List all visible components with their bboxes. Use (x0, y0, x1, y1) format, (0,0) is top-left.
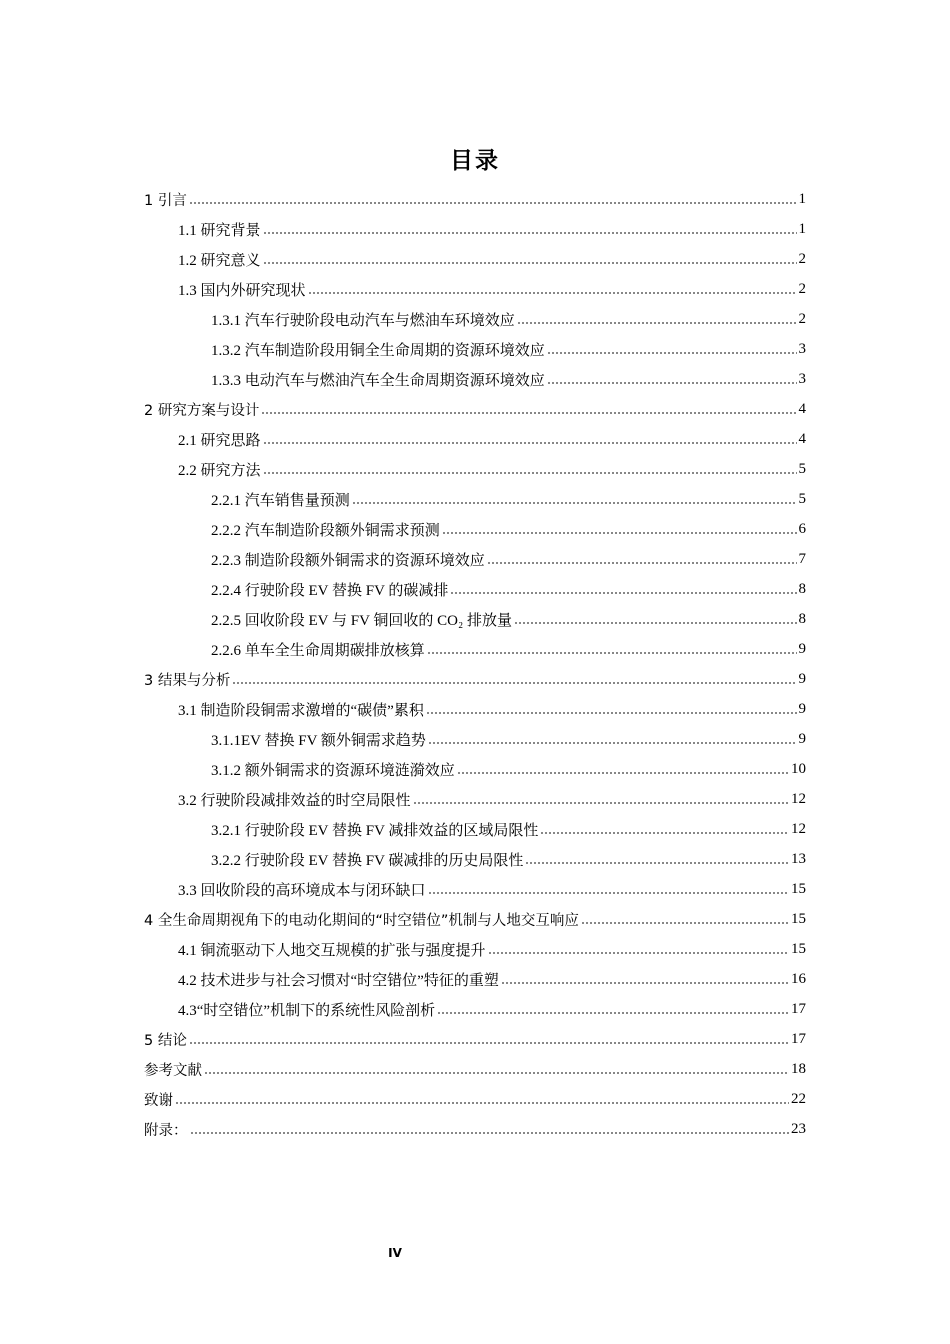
toc-entry[interactable] (144, 184, 806, 214)
toc-entry-page: 3 (798, 370, 806, 387)
dot-leader (189, 202, 797, 204)
toc-entry[interactable] (211, 544, 806, 574)
toc-entry-page: 12 (791, 790, 806, 807)
toc-entry-text: 参考文献 (144, 1062, 202, 1079)
toc-entry-page: 2 (798, 280, 806, 297)
toc-entry[interactable] (178, 934, 806, 964)
toc-entry-page: 1 (798, 190, 806, 207)
dot-leader (190, 1132, 790, 1134)
toc-entry[interactable] (178, 454, 806, 484)
toc-entry[interactable] (211, 304, 806, 334)
dot-leader (547, 382, 797, 384)
toc-entry-text: 1.1 研究背景 (178, 222, 261, 239)
toc-entry-page: 5 (798, 490, 806, 507)
toc-entry-page: 18 (791, 1060, 806, 1077)
toc-entry-text: 1.2 研究意义 (178, 252, 261, 269)
toc-entry-page: 10 (791, 760, 806, 777)
toc-entry-text: 1.3.1 汽车行驶阶段电动汽车与燃油车环境效应 (211, 312, 515, 329)
toc-entry[interactable] (211, 514, 806, 544)
toc-entry-page: 9 (798, 640, 806, 657)
toc-entry[interactable] (178, 964, 806, 994)
toc-entry-text: 4.3“时空错位”机制下的系统性风险剖析 (178, 1002, 436, 1019)
toc-entry[interactable] (178, 994, 806, 1024)
toc-entry[interactable] (211, 574, 806, 604)
toc-entry[interactable] (211, 844, 806, 874)
toc-entry-text: 1 引言 (144, 192, 187, 209)
dot-leader (501, 982, 789, 984)
dot-leader (442, 532, 797, 534)
toc-entry-page: 6 (798, 520, 806, 537)
toc-entry-text: 2.2.4 行驶阶段 EV 替换 FV 的碳减排 (211, 582, 449, 599)
toc-entry-text: 1.3 国内外研究现状 (178, 282, 306, 299)
dot-leader (263, 262, 797, 264)
toc-entry-text: 4.2 技术进步与社会习惯对“时空错位”特征的重塑 (178, 972, 499, 989)
toc-entry-page: 2 (798, 310, 806, 327)
toc-entry[interactable] (211, 754, 806, 784)
toc-entry-page: 9 (798, 670, 806, 687)
toc-entry-text: 2.2.1 汽车销售量预测 (211, 492, 350, 509)
dot-leader (540, 832, 789, 834)
toc-entry-text: 3.1.2 额外铜需求的资源环境涟漪效应 (211, 762, 455, 779)
toc-entry[interactable] (178, 694, 806, 724)
toc-entry[interactable] (144, 664, 806, 694)
toc-entry-page: 15 (791, 880, 806, 897)
toc-entry[interactable] (178, 274, 806, 304)
dot-leader (517, 322, 797, 324)
toc-entry-text: 2 研究方案与设计 (144, 402, 260, 419)
dot-leader (450, 592, 796, 594)
dot-leader (261, 412, 796, 414)
toc-entry-page: 2 (798, 250, 806, 267)
toc-entry-page: 8 (798, 580, 806, 597)
toc-entry-text: 3.3 回收阶段的高环境成本与闭环缺口 (178, 882, 426, 899)
dot-leader (232, 682, 796, 684)
toc-entry-page: 7 (798, 550, 806, 567)
toc-entry-page: 22 (791, 1090, 806, 1107)
toc-entry-page: 9 (798, 700, 806, 717)
toc-entry-page: 5 (798, 460, 806, 477)
toc-entry-text: 1.3.2 汽车制造阶段用铜全生命周期的资源环境效应 (211, 342, 545, 359)
toc-entry[interactable] (178, 784, 806, 814)
dot-leader (428, 892, 789, 894)
dot-leader (525, 862, 789, 864)
toc-entry-text: 1.3.3 电动汽车与燃油汽车全生命周期资源环境效应 (211, 372, 545, 389)
dot-leader (263, 442, 797, 444)
toc-entry-page: 1 (798, 220, 806, 237)
dot-leader (263, 472, 797, 474)
toc-entry-page: 8 (798, 610, 806, 627)
toc-entry-page: 17 (791, 1000, 806, 1017)
page-number: IV (388, 1246, 402, 1260)
dot-leader (457, 772, 789, 774)
dot-leader (413, 802, 789, 804)
dot-leader (352, 502, 797, 504)
dot-leader (189, 1042, 789, 1044)
toc-entry-text: 2.2.2 汽车制造阶段额外铜需求预测 (211, 522, 440, 539)
toc-entry-text: 3.2.2 行驶阶段 EV 替换 FV 碳减排的历史局限性 (211, 852, 524, 869)
dot-leader (487, 562, 797, 564)
toc-entry[interactable] (144, 1054, 806, 1084)
toc-entry[interactable] (144, 1114, 806, 1144)
dot-leader (263, 232, 797, 234)
toc-entry-text: 4 全生命周期视角下的电动化期间的“时空错位”机制与人地交互响应 (144, 912, 579, 929)
toc-entry-text: 3 结果与分析 (144, 672, 231, 689)
toc-entry[interactable] (211, 334, 806, 364)
toc-entry[interactable] (178, 424, 806, 454)
toc-entry-page: 12 (791, 820, 806, 837)
toc-entry[interactable] (178, 244, 806, 274)
toc-entry-text: 致谢 (144, 1092, 173, 1109)
toc-entry-text: 附录： (144, 1122, 188, 1139)
toc-entry[interactable] (211, 364, 806, 394)
dot-leader (426, 712, 797, 714)
dot-leader (488, 952, 789, 954)
toc-entry-text: 2.2.3 制造阶段额外铜需求的资源环境效应 (211, 552, 485, 569)
toc-entry-text: 3.1 制造阶段铜需求激增的“碳债”累积 (178, 702, 424, 719)
toc-entry[interactable] (144, 904, 806, 934)
toc-entry-page: 4 (798, 430, 806, 447)
toc-entry[interactable] (144, 1024, 806, 1054)
toc-entry[interactable] (211, 634, 806, 664)
dot-leader (547, 352, 797, 354)
toc-entry-text: 3.2 行驶阶段减排效益的时空局限性 (178, 792, 411, 809)
dot-leader (175, 1102, 789, 1104)
toc-entry-page: 13 (791, 850, 806, 867)
dot-leader (427, 652, 797, 654)
toc-entry[interactable] (211, 484, 806, 514)
toc-entry-text: 2.2 研究方法 (178, 462, 261, 479)
toc-entry[interactable] (211, 604, 806, 634)
toc-entry[interactable] (144, 394, 806, 424)
dot-leader (581, 922, 789, 924)
dot-leader (437, 1012, 789, 1014)
toc-entry-text: 3.1.1EV 替换 FV 额外铜需求趋势 (211, 732, 426, 749)
toc-entry[interactable] (144, 1084, 806, 1114)
toc-entry[interactable] (211, 724, 806, 754)
toc-entry-page: 4 (798, 400, 806, 417)
toc-entry-page: 16 (791, 970, 806, 987)
dot-leader (514, 622, 797, 624)
toc-entry-page: 23 (791, 1120, 806, 1137)
dot-leader (308, 292, 797, 294)
toc-entry-page: 15 (791, 910, 806, 927)
toc-title: 目录 (450, 148, 500, 174)
toc-entry-text: 2.2.5 回收阶段 EV 与 FV 铜回收的 CO₂ 排放量 (211, 612, 512, 629)
toc-entry-page: 15 (791, 940, 806, 957)
toc-entry-text: 3.2.1 行驶阶段 EV 替换 FV 减排效益的区域局限性 (211, 822, 539, 839)
dot-leader (428, 742, 797, 744)
toc-entry-page: 17 (791, 1030, 806, 1047)
toc-entry-text: 2.2.6 单车全生命周期碳排放核算 (211, 642, 425, 659)
toc-entry[interactable] (211, 814, 806, 844)
toc-entry-page: 3 (798, 340, 806, 357)
toc-entry-page: 9 (798, 730, 806, 747)
toc-entry-text: 4.1 铜流驱动下人地交互规模的扩张与强度提升 (178, 942, 486, 959)
toc-entry-text: 5 结论 (144, 1032, 187, 1049)
dot-leader (204, 1072, 789, 1074)
toc-entry-text: 2.1 研究思路 (178, 432, 261, 449)
toc-entry[interactable] (178, 214, 806, 244)
toc-entry[interactable] (178, 874, 806, 904)
